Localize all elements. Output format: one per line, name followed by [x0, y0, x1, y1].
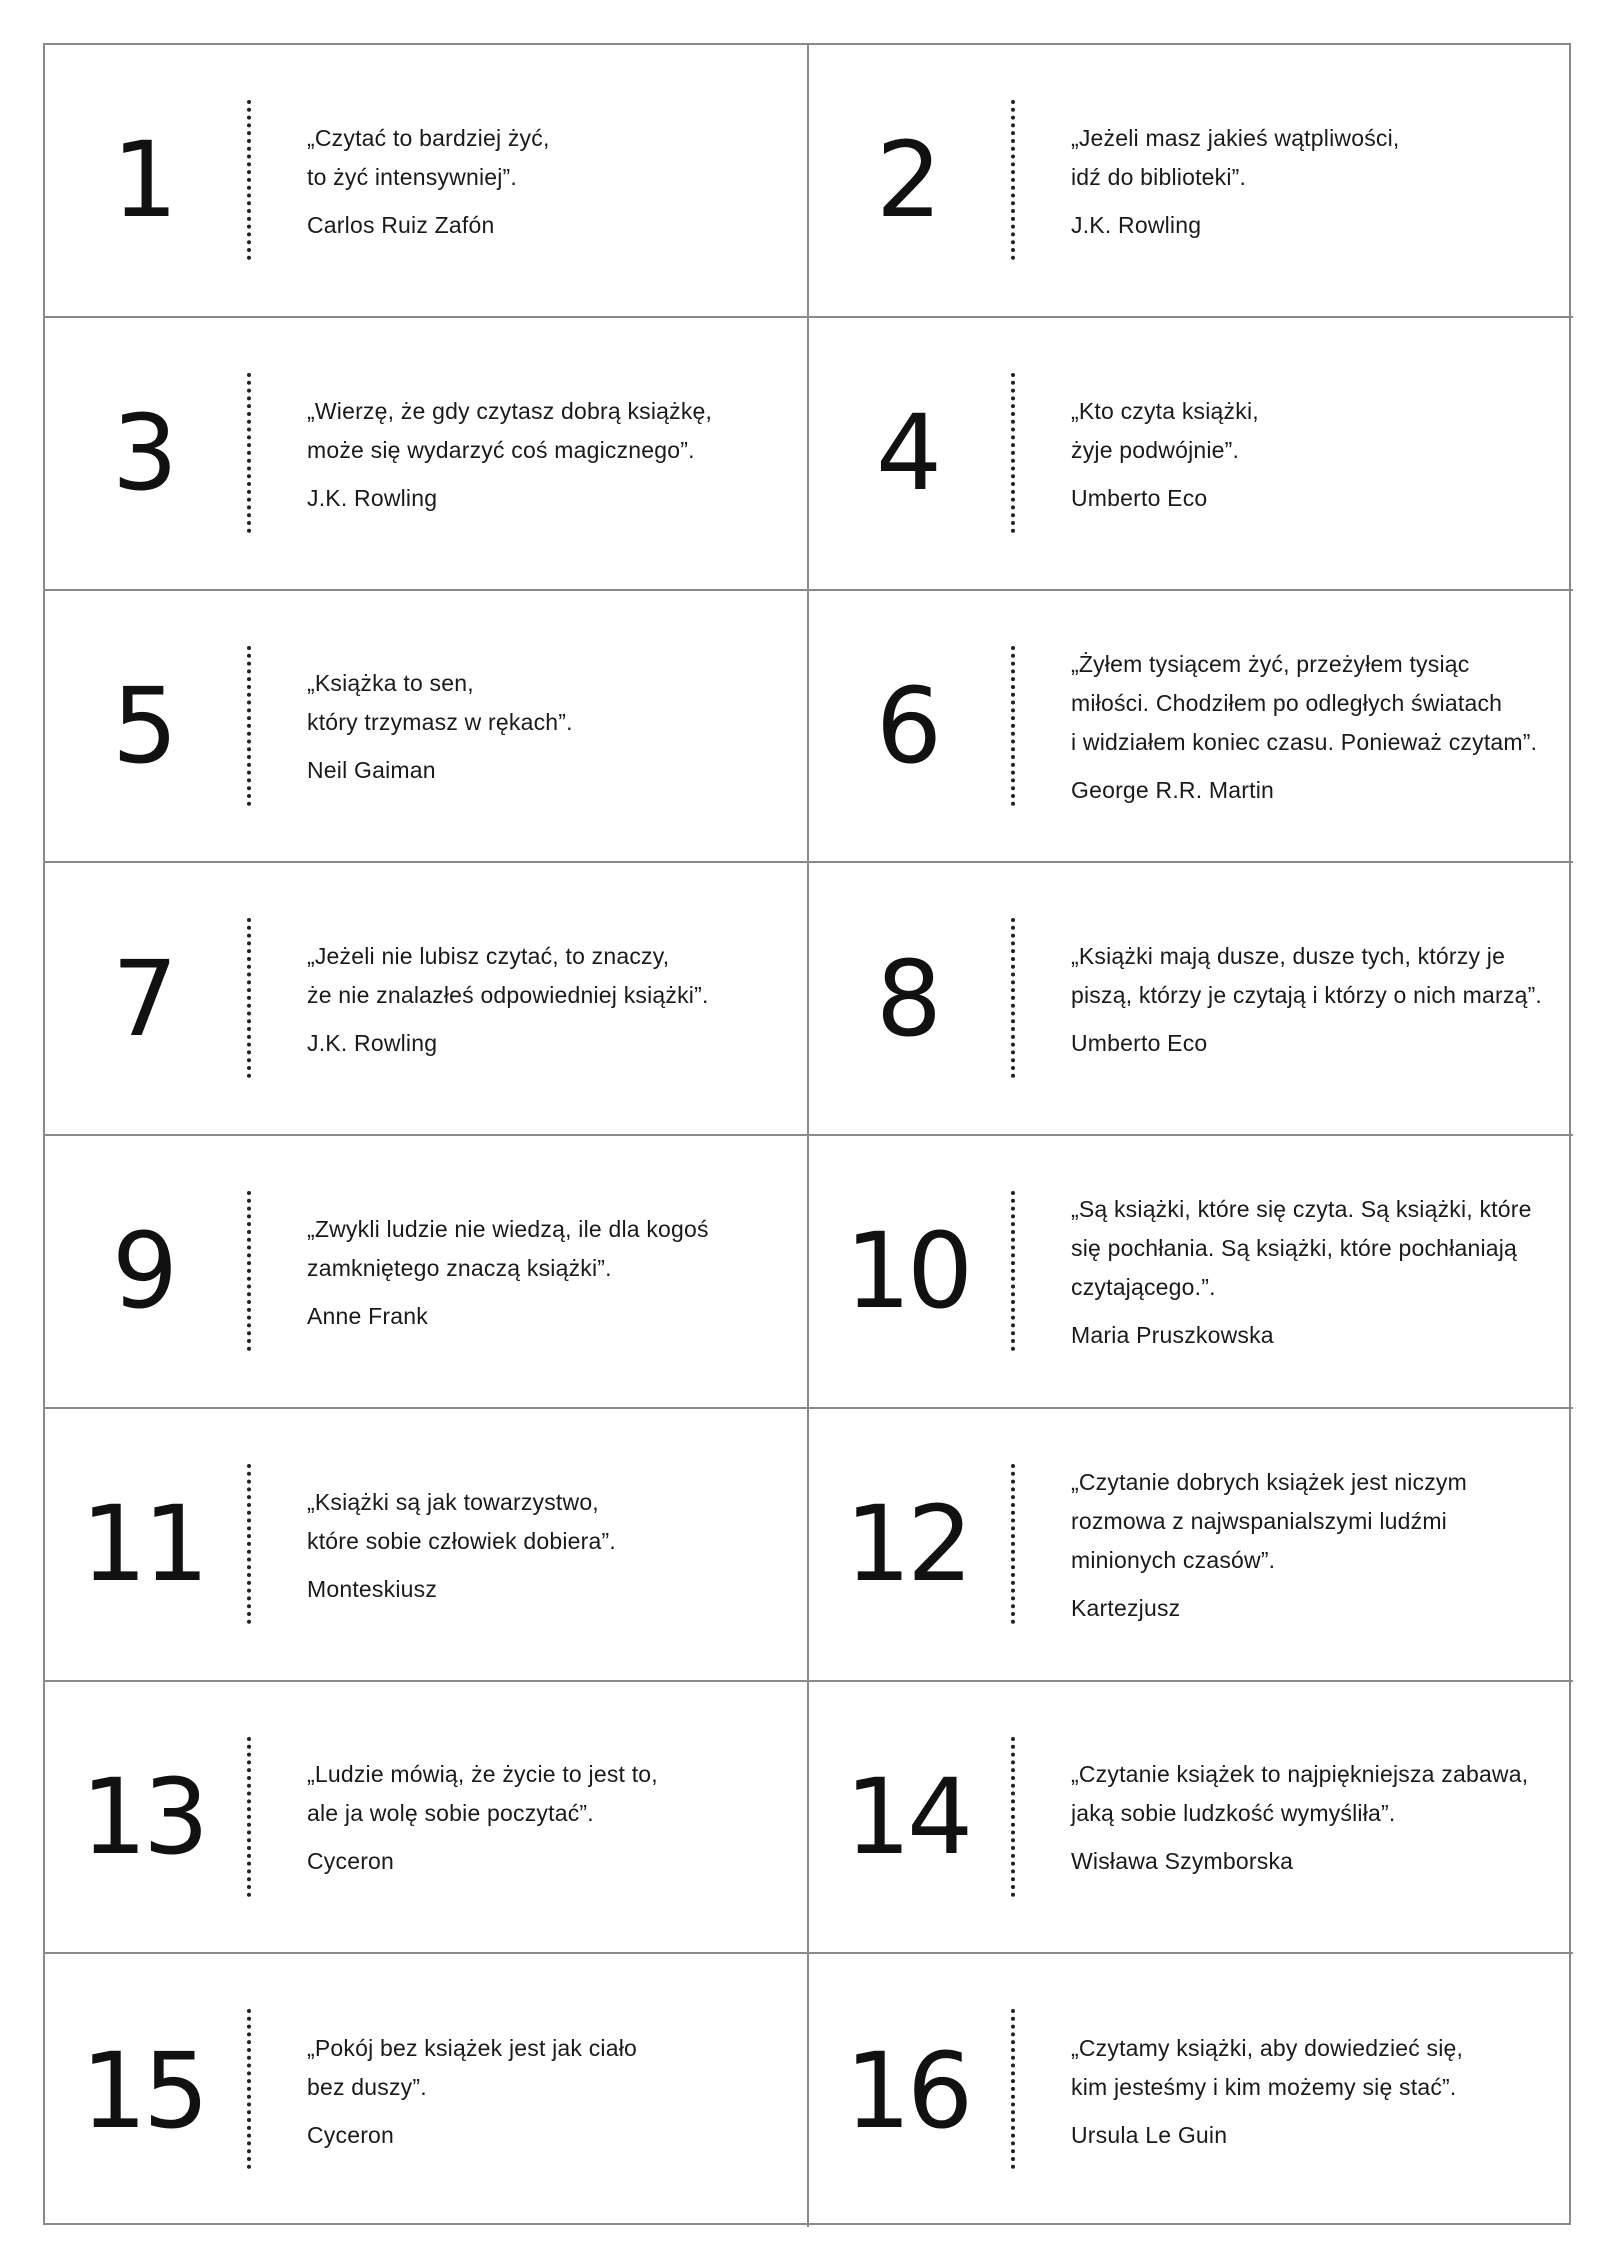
dotted-divider	[1011, 373, 1015, 533]
quote-text: „Książka to sen, który trzymasz w rękach”.	[307, 670, 573, 736]
dotted-divider	[247, 1737, 251, 1897]
card-number: 8	[875, 937, 939, 1060]
quote-card	[809, 45, 1573, 318]
quote-card	[45, 591, 809, 864]
dotted-divider	[1011, 100, 1015, 260]
quote-author: Umberto Eco	[1071, 1030, 1208, 1057]
quote-card	[809, 1954, 1573, 2227]
quote-text: „Kto czyta książki, żyje podwójnie”.	[1071, 397, 1259, 463]
dotted-divider	[247, 1464, 251, 1624]
card-number: 16	[844, 2029, 970, 2152]
quote-text: „Czytanie dobrych książek jest niczym rozmowa z najwspanialszymi ludźmi minionych czasów”.	[1071, 1469, 1467, 1574]
dotted-divider	[1011, 646, 1015, 806]
card-text	[1071, 591, 1559, 862]
card-number: 14	[844, 1755, 970, 1878]
quote-card	[809, 1136, 1573, 1409]
quote-card	[809, 1682, 1573, 1955]
quote-card	[809, 1409, 1573, 1682]
card-number: 7	[111, 937, 175, 1060]
quote-author: Carlos Ruiz Zafón	[307, 211, 495, 238]
card-number: 2	[875, 119, 939, 242]
dotted-divider	[247, 646, 251, 806]
quote-author: Cyceron	[307, 1848, 395, 1875]
quote-text: „Jeżeli nie lubisz czytać, to znaczy, że nie znalazłeś odpowiedniej książki”.	[307, 943, 709, 1009]
card-text	[307, 591, 793, 862]
quote-card	[809, 863, 1573, 1136]
card-text	[1071, 318, 1559, 589]
quote-text: „Pokój bez książek jest jak ciało bez duszy”.	[307, 2035, 638, 2101]
card-text	[1071, 863, 1559, 1134]
quote-card	[45, 1954, 809, 2227]
dotted-divider	[247, 100, 251, 260]
card-number: 12	[844, 1483, 970, 1606]
card-text	[307, 1682, 793, 1953]
quote-author: Neil Gaiman	[307, 757, 436, 784]
dotted-divider	[247, 373, 251, 533]
card-text	[1071, 1682, 1559, 1953]
card-text	[1071, 1136, 1559, 1407]
quote-text: „Żyłem tysiącem żyć, przeżyłem tysiąc miłości. Chodziłem po odległych światach i widziałem koniec czasu. Ponieważ czytam”.	[1071, 650, 1538, 755]
quote-author: Anne Frank	[307, 1302, 428, 1329]
card-text	[307, 863, 793, 1134]
quote-author: Kartezjusz	[1071, 1595, 1181, 1622]
card-number: 15	[80, 2029, 206, 2152]
quote-author: J.K. Rowling	[307, 1030, 438, 1057]
quote-text: „Są książki, które się czyta. Są książki, które się pochłania. Są książki, które pochłaniają czytającego.”.	[1071, 1196, 1532, 1301]
quote-text: „Czytanie książek to najpiękniejsza zabawa, jaką sobie ludzkość wymyśliła”.	[1071, 1761, 1529, 1827]
card-text	[307, 45, 793, 316]
dotted-divider	[1011, 1464, 1015, 1624]
quote-card	[45, 1682, 809, 1955]
quote-cards-grid	[43, 43, 1571, 2225]
card-number: 4	[875, 392, 939, 515]
dotted-divider	[1011, 918, 1015, 1078]
quote-text: „Jeżeli masz jakieś wątpliwości, idź do biblioteki”.	[1071, 124, 1400, 190]
card-number: 9	[111, 1210, 175, 1333]
quote-text: „Czytamy książki, aby dowiedzieć się, kim jesteśmy i kim możemy się stać”.	[1071, 2035, 1464, 2101]
card-text	[307, 1136, 793, 1407]
quote-author: Maria Pruszkowska	[1071, 1322, 1274, 1349]
quote-author: Wisława Szymborska	[1071, 1848, 1294, 1875]
quote-text: „Książki są jak towarzystwo, które sobie człowiek dobiera”.	[307, 1488, 616, 1554]
quote-card	[45, 1136, 809, 1409]
quote-author: J.K. Rowling	[307, 484, 438, 511]
dotted-divider	[247, 2009, 251, 2169]
quote-card	[45, 1409, 809, 1682]
card-text	[1071, 1409, 1559, 1680]
card-number: 6	[875, 664, 939, 787]
quote-author: Ursula Le Guin	[1071, 2122, 1228, 2149]
card-text	[1071, 1954, 1559, 2227]
quote-text: „Ludzie mówią, że życie to jest to, ale ja wolę sobie poczytać”.	[307, 1761, 658, 1827]
quote-card	[45, 318, 809, 591]
quote-author: Umberto Eco	[1071, 484, 1208, 511]
card-text	[307, 1409, 793, 1680]
quote-card	[45, 45, 809, 318]
quote-text: „Książki mają dusze, dusze tych, którzy je piszą, którzy je czytają i którzy o nich marzą”.	[1071, 943, 1543, 1009]
quote-card	[809, 318, 1573, 591]
quote-text: „Zwykli ludzie nie wiedzą, ile dla kogoś zamkniętego znaczą książki”.	[307, 1215, 709, 1281]
card-number: 3	[111, 392, 175, 515]
quote-author: Monteskiusz	[307, 1575, 438, 1602]
card-number: 11	[80, 1483, 206, 1606]
quote-text: „Czytać to bardziej żyć, to żyć intensywniej”.	[307, 124, 550, 190]
quote-card	[809, 591, 1573, 864]
quote-author: George R.R. Martin	[1071, 776, 1274, 803]
card-number: 1	[111, 119, 175, 242]
dotted-divider	[247, 918, 251, 1078]
card-number: 10	[844, 1210, 970, 1333]
card-text	[307, 1954, 793, 2227]
dotted-divider	[1011, 1737, 1015, 1897]
card-text	[1071, 45, 1559, 316]
card-number: 13	[80, 1755, 206, 1878]
dotted-divider	[247, 1191, 251, 1351]
dotted-divider	[1011, 2009, 1015, 2169]
dotted-divider	[1011, 1191, 1015, 1351]
quote-card	[45, 863, 809, 1136]
card-number: 5	[111, 664, 175, 787]
quote-author: J.K. Rowling	[1071, 211, 1202, 238]
card-text	[307, 318, 793, 589]
quote-author: Cyceron	[307, 2122, 395, 2149]
quote-text: „Wierzę, że gdy czytasz dobrą książkę, może się wydarzyć coś magicznego”.	[307, 397, 713, 463]
